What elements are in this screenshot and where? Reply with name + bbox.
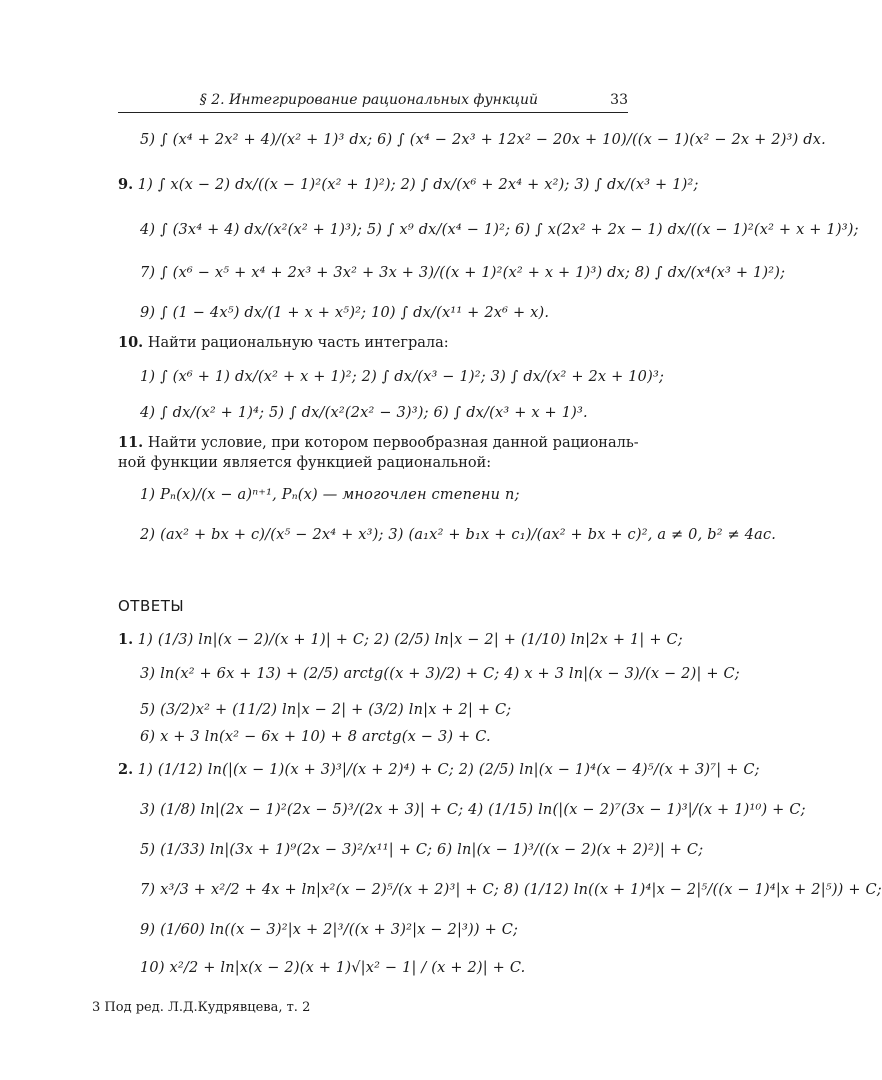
answer-1-number: 1. [118,631,134,648]
problem-11-text-2: ной функции является функцией рациональной: [118,455,492,471]
problem-11-text-1: Найти условие, при котором первообразная данной рациональ- [147,435,639,451]
answer-1-line-2: 3) ln(x² + 6x + 13) + (2/5) arctg((x + 3)/2) + C; 4) x + 3 ln|(x − 3)/(x − 2)| + C; [140,666,740,682]
problem-9-line-4: 9) ∫ (1 − 4x⁵) dx/(1 + x + x⁵)²; 10) ∫ dx/(x¹¹ + 2x⁶ + x). [140,305,550,321]
page-number: 33 [610,92,628,108]
page-footnote: 3 Под ред. Л.Д.Кудрявцева, т. 2 [92,1000,311,1015]
running-title: § 2. Интегрирование рациональных функций [199,92,538,108]
problem-11-number: 11. [118,434,144,451]
page-header [118,90,628,113]
problem-10-line-2: 4) ∫ dx/(x² + 1)⁴; 5) ∫ dx/(x²(2x² − 3)³); 6) ∫ dx/(x³ + x + 1)³. [140,405,588,421]
problem-11-line-2: 2) (ax² + bx + c)/(x⁵ − 2x⁴ + x³); 3) (a₁x² + b₁x + c₁)/(ax² + bx + c)², a ≠ 0, b² ≠ 4ac. [140,527,777,543]
answer-1-line-4: 6) x + 3 ln(x² − 6x + 10) + 8 arctg(x − 3) + C. [140,729,491,745]
answer-2-items-1: 1) (1/12) ln(|(x − 1)(x + 3)³|/(x + 2)⁴) + C; 2) (2/5) ln|(x − 1)⁴(x − 4)⁵/(x + 3)⁷| + C; [137,762,760,778]
problem-9-number: 9. [118,176,134,193]
problem-11-heading [118,433,638,453]
answer-2-line-6: 10) x²/2 + ln|x(x − 2)(x + 1)√|x² − 1| / (x + 2)| + C. [140,960,526,976]
answer-2-line-1 [118,760,760,780]
problem-10-text: Найти рациональную часть интеграла: [147,335,449,351]
answer-2-line-4: 7) x³/3 + x²/2 + 4x + ln|x²(x − 2)⁵/(x + 2)³| + C; 8) (1/12) ln((x + 1)⁴|x − 2|⁵/((x − 1)⁴|x + 2|⁵)) + C; [140,882,882,898]
answer-2-line-3: 5) (1/33) ln|(3x + 1)⁹(2x − 3)²/x¹¹| + C; 6) ln|(x − 1)³/((x − 2)(x + 2)²)| + C; [140,842,704,858]
answers-heading: ОТВЕТЫ [118,597,185,615]
answer-1-line-3: 5) (3/2)x² + (11/2) ln|x − 2| + (3/2) ln|x + 2| + C; [140,702,512,718]
problem-10-heading [118,333,638,353]
answer-2-line-2: 3) (1/8) ln|(2x − 1)²(2x − 5)³/(2x + 3)| + C; 4) (1/15) ln(|(x − 2)⁷(3x − 1)³|/(x + 1)¹⁰) + C; [140,802,806,818]
problem-9-items-1: 1) ∫ x(x − 2) dx/((x − 1)²(x² + 1)²); 2) ∫ dx/(x⁶ + 2x⁴ + x²); 3) ∫ dx/(x³ + 1)²; [137,177,699,193]
answer-1-line-1 [118,630,683,650]
answer-2-number: 2. [118,761,134,778]
problem-8-line: 5) ∫ (x⁴ + 2x² + 4)/(x² + 1)³ dx; 6) ∫ (x⁴ − 2x³ + 12x² − 20x + 10)/((x − 1)(x² − 2x + 2)³) dx. [140,132,826,148]
problem-9-line-2: 4) ∫ (3x⁴ + 4) dx/(x²(x² + 1)³); 5) ∫ x⁹ dx/(x⁴ − 1)²; 6) ∫ x(2x² + 2x − 1) dx/((x − 1)²(x² + x + 1)³); [140,222,859,238]
problem-9-line-1 [118,175,699,195]
answer-1-items-1: 1) (1/3) ln|(x − 2)/(x + 1)| + C; 2) (2/5) ln|x − 2| + (1/10) ln|2x + 1| + C; [137,632,683,648]
problem-10-number: 10. [118,334,144,351]
problem-11-line-1: 1) Pₙ(x)/(x − a)ⁿ⁺¹, Pₙ(x) — многочлен степени n; [140,487,520,503]
problem-9-line-3: 7) ∫ (x⁶ − x⁵ + x⁴ + 2x³ + 3x² + 3x + 3)/((x + 1)²(x² + x + 1)³) dx; 8) ∫ dx/(x⁴(x³ + 1)²); [140,265,786,281]
problem-10-line-1: 1) ∫ (x⁶ + 1) dx/(x² + x + 1)²; 2) ∫ dx/(x³ − 1)²; 3) ∫ dx/(x² + 2x + 10)³; [140,369,665,385]
answer-2-line-5: 9) (1/60) ln((x − 3)²|x + 2|³/((x + 3)²|x − 2|³)) + C; [140,922,519,938]
